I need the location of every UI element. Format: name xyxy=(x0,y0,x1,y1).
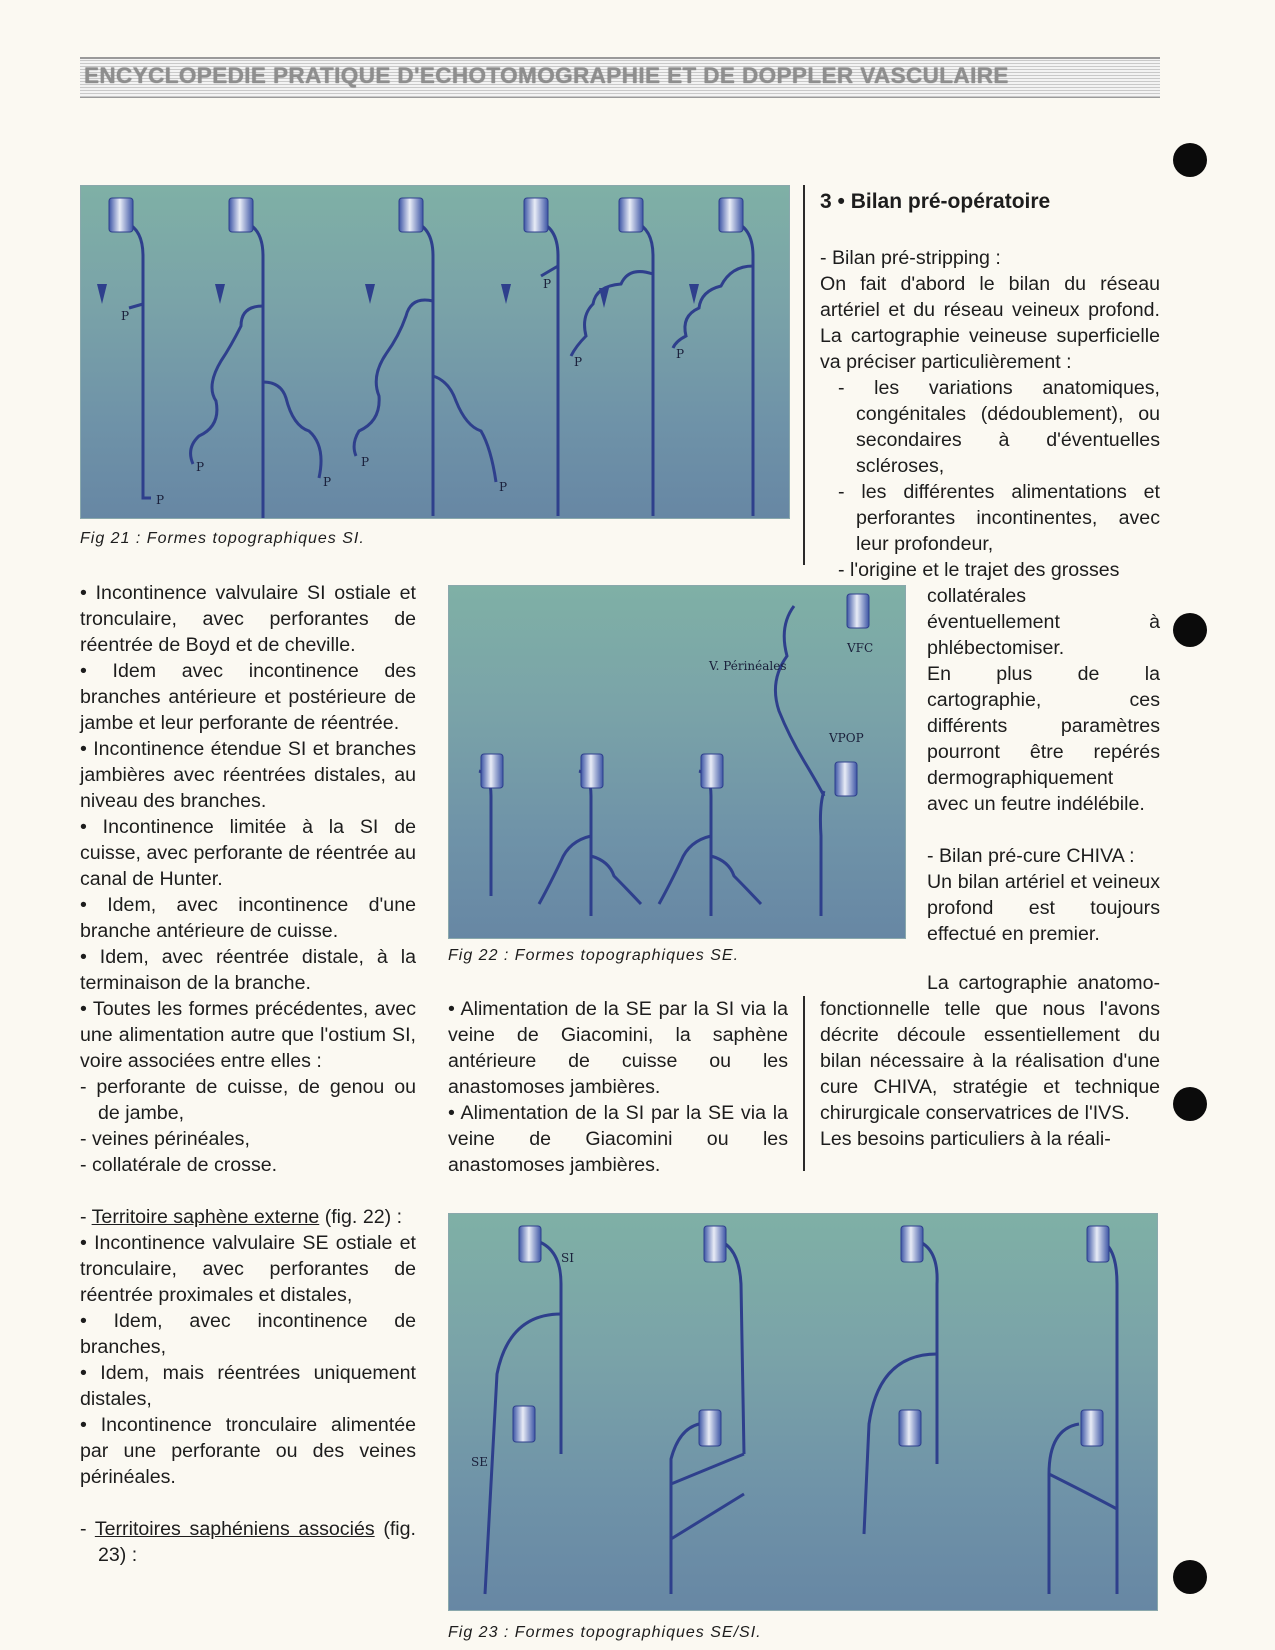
right-lower-column xyxy=(820,970,1160,1152)
label-se: SE xyxy=(471,1455,488,1469)
fig22-drawing xyxy=(449,586,905,938)
figure-21-diagram xyxy=(80,185,790,519)
paragraph: Un bilan artériel et veineux profond est toujours effectué en premier. xyxy=(927,871,1160,945)
paragraph: • Idem, avec réentrée distale, à la terminaison de la branche. xyxy=(80,946,416,994)
right-heading xyxy=(820,190,1160,214)
svg-text:P: P xyxy=(196,460,205,474)
paragraph: • Alimentation de la SE par la SI via la veine de Giacomini, la saphène antérieure de cuisse ou les anastomoses jambières. xyxy=(448,998,788,1098)
list-item: - veines périnéales, xyxy=(80,1128,250,1150)
right-text-column xyxy=(820,245,1160,583)
figure-23-diagram xyxy=(448,1213,1158,1611)
section-label-associes: - Territoires saphéniens associés (fig. 23) : xyxy=(80,1518,416,1566)
figure-23-caption: Fig 23 : Formes topographiques SE/SI. xyxy=(448,1624,762,1641)
figure-22-caption: Fig 22 : Formes topographiques SE. xyxy=(448,947,740,964)
paragraph: - Bilan pré-cure CHIVA : xyxy=(927,845,1135,867)
paragraph: • Incontinence étendue SI et branches jambières avec réentrées distales, au niveau des branches. xyxy=(80,738,416,812)
binder-hole xyxy=(1173,1087,1207,1121)
svg-text:P: P xyxy=(121,309,130,323)
paragraph: • Incontinence tronculaire alimentée par une perforante ou des veines périnéales. xyxy=(80,1414,416,1488)
list-item: - l'origine et le trajet des grosses xyxy=(838,559,1120,581)
label-vpop: VPOP xyxy=(829,731,864,745)
list-item: - perforante de cuisse, de genou ou de jambe, xyxy=(80,1076,416,1124)
paragraph: • Incontinence valvulaire SI ostiale et tronculaire, avec perforantes de réentrée de Boyd et de cheville. xyxy=(80,582,416,656)
figure-21-caption: Fig 21 : Formes topographiques SI. xyxy=(80,530,365,547)
svg-text:P: P xyxy=(574,355,583,369)
svg-text:P: P xyxy=(543,277,552,291)
label-vfc: VFC xyxy=(847,641,874,655)
running-header: ENCYCLOPEDIE PRATIQUE D'ECHOTOMOGRAPHIE ET DE DOPPLER VASCULAIRE xyxy=(84,63,1009,88)
paragraph: • Idem, mais réentrées uniquement distales, xyxy=(80,1362,416,1410)
paragraph: • Incontinence limitée à la SI de cuisse, avec perforante de réentrée au canal de Hunter. xyxy=(80,816,416,890)
paragraph: collatérales éventuellement à phlébectomiser. xyxy=(927,585,1160,659)
paragraph: - Bilan pré-stripping : xyxy=(820,247,1001,269)
label-si: SI xyxy=(561,1251,574,1265)
section-label-se: - Territoire saphène externe (fig. 22) : xyxy=(80,1206,403,1228)
paragraph: • Toutes les formes précédentes, avec une alimentation autre que l'ostium SI, voire associées entre elles : xyxy=(80,998,416,1072)
left-text-column xyxy=(80,580,416,1568)
paragraph: • Alimentation de la SI par la SE via la veine de Giacomini ou les anastomoses jambières. xyxy=(448,1102,788,1176)
paragraph: En plus de la cartographie, ces différents paramètres pourront être repérés dermographiquement avec un feutre indélébile. xyxy=(927,663,1160,815)
list-item: - les différentes alimentations et perforantes incontinentes, avec leur profondeur, xyxy=(838,481,1160,555)
paragraph: • Idem avec incontinence des branches antérieure et postérieure de jambe et leur perforante de réentrée. xyxy=(80,660,416,734)
column-divider xyxy=(803,996,805,1171)
paragraph: • Idem, avec incontinence de branches, xyxy=(80,1310,416,1358)
svg-text:P: P xyxy=(361,455,370,469)
list-item: - collatérale de crosse. xyxy=(80,1154,278,1176)
right-wrap-column xyxy=(927,583,1160,947)
svg-text:P: P xyxy=(323,475,332,489)
paragraph: • Idem, avec incontinence d'une branche antérieure de cuisse. xyxy=(80,894,416,942)
binder-hole xyxy=(1173,1560,1207,1594)
label-perineales: V. Périnéales xyxy=(709,659,787,673)
svg-text:P: P xyxy=(499,480,508,494)
paragraph: La cartographie anatomo-fonctionnelle telle que nous l'avons décrite découle essentiellement du bilan nécessaire à la réalisation d'une cure CHIVA, stratégie et technique chirurgicale conservatrices de l'IVS. xyxy=(820,972,1160,1124)
paragraph: • Incontinence valvulaire SE ostiale et tronculaire, avec perforantes de réentrée proximales et distales, xyxy=(80,1232,416,1306)
binder-hole xyxy=(1173,143,1207,177)
fig23-drawing xyxy=(449,1214,1157,1610)
binder-hole xyxy=(1173,613,1207,647)
list-item: - les variations anatomiques, congénitales (dédoublement), ou secondaires à d'éventuelles scléroses, xyxy=(838,377,1160,477)
column-divider xyxy=(803,185,805,565)
paragraph: On fait d'abord le bilan du réseau artériel et du réseau veineux profond. La cartographie veineuse superficielle va préciser particulièrement : xyxy=(820,273,1160,373)
paragraph: Les besoins particuliers à la réali- xyxy=(820,1128,1111,1150)
middle-text-column xyxy=(448,996,788,1178)
svg-text:P: P xyxy=(676,347,685,361)
svg-text:P: P xyxy=(156,493,165,507)
section-heading: 3 • Bilan pré-opératoire xyxy=(820,190,1051,213)
fig21-drawing xyxy=(81,186,789,518)
figure-22-diagram xyxy=(448,585,906,939)
